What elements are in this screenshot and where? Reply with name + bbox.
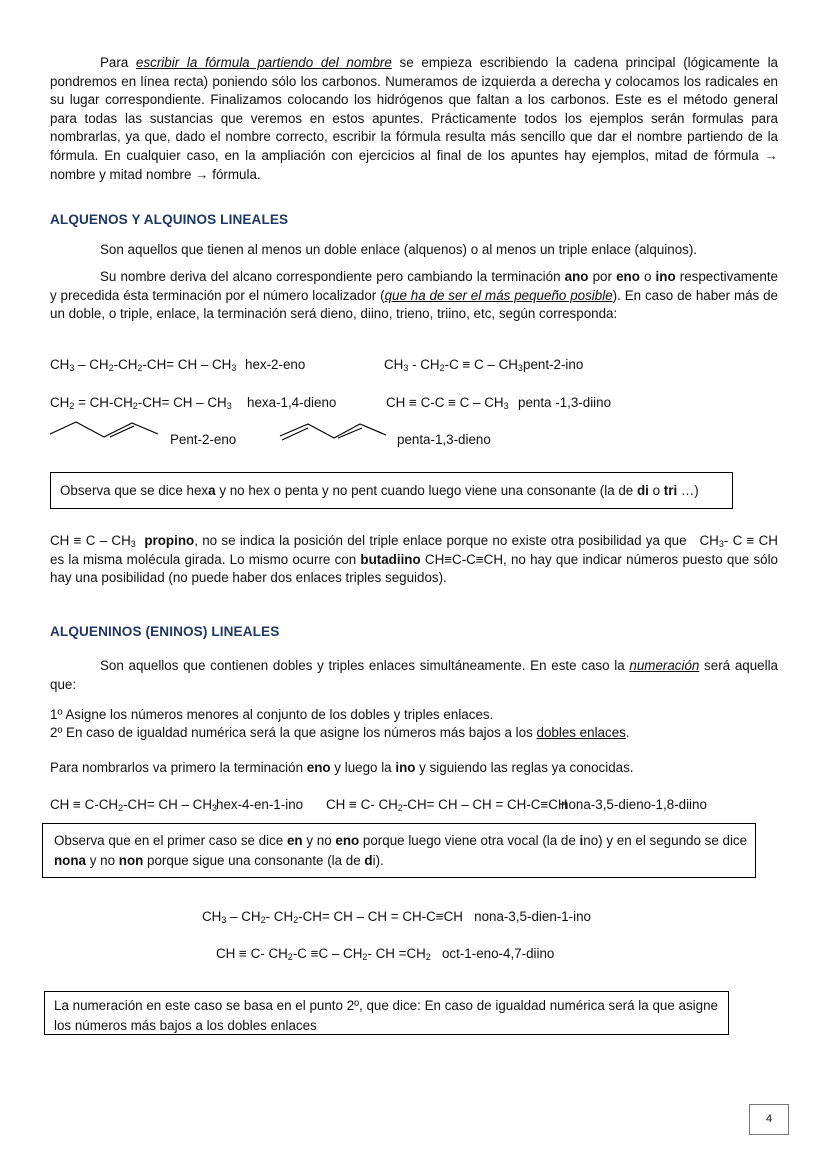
formula-hex-4-en-1-ino: CH ≡ $C-CH_2-CH=$ CH – $CH_3$ (50, 797, 218, 813)
note2-nona: nona (54, 852, 86, 868)
skeletal-pent-2-eno (48, 418, 163, 440)
propino-text-c: es la misma molécula girada. Lo mismo ocurre con (50, 551, 361, 567)
rule-2 (50, 724, 630, 742)
note-numeracion: La numeración en este caso se basa en el punto 2º, que dice: En caso de igualdad numérica será la que asigne los números más bajos a los dobles enlaces (44, 991, 729, 1035)
naming-text-c: o (639, 269, 656, 284)
note-bold-a: a (208, 483, 216, 498)
formula-hex-2-eno: $CH_3 - CH_2-CH_2-CH=$ CH – $CH_3$ (50, 357, 237, 373)
intro-text-a: Para (100, 55, 136, 70)
naming-ino: ino (655, 269, 676, 284)
name-hex-2-eno: hex-2-eno (245, 357, 306, 372)
intro-text-b: se empieza escribiendo la cadena principal (lógicamente la pondremos en línea recta) poniendo sólo los carbonos. Numeramos de izquierda a derecha y colocamos los radicales en su lugar correspondiente. Finalizamos colocando los hidrógenos que faltan a los carbonos. Este es el método general para todas las sustancias que veremos en estos apuntes. Prácticamente todos los ejemplos serán formulas para nombrarlas, ya que, dado el nombre correcto, escribir la fórmula resulta más sencillo que dar el nombre partiendo de la fórmula. En cualquier caso, en la ampliación con ejercicios al final de los apuntes hay ejemplos, mitad de fórmula → nombre y mitad nombre → fórmula. (50, 55, 778, 182)
naming-ano: ano (564, 269, 589, 284)
formula-hexa-1-4-dieno: $CH_2 = CH-CH_2-CH=$ CH – $CH_3$ (50, 395, 232, 411)
note-en-eno (42, 823, 756, 878)
naming-underlined: que ha de ser el más pequeño posible (384, 287, 613, 303)
note-hexa-penta (50, 472, 733, 509)
naming-order-line (50, 759, 634, 777)
note2-text-f: porque sigue una consonante (la de (143, 852, 365, 868)
formula-oct-1-eno-4-7-diino: CH ≡ C- $CH_2-C \equiv C - CH_2-$ CH $=CH_2$ oct-1-eno-4,7-diino (216, 946, 555, 962)
note-text-e: o (648, 483, 664, 498)
name-oct-1-eno-4-7-diino: oct-1-eno-4,7-diino (441, 946, 555, 961)
name-nona-dieno-diino: nona-3,5-dieno-1,8-diino (561, 797, 707, 812)
rule-2-text: 2º En caso de igualdad numérica será la que asigne los números más bajos a los (50, 725, 537, 740)
note-text-c: y no hex o penta y no pent cuando luego viene una consonante (la de (215, 483, 637, 498)
section1-naming-paragraph (50, 268, 778, 324)
rule-2-underlined: dobles enlaces (536, 725, 626, 740)
note2-d: d (364, 852, 373, 868)
name-pent-2-ino: pent-2-ino (523, 357, 584, 372)
propino-text-b: , no se indica la posición del triple enlace porque no existe otra posibilidad ya que (194, 533, 687, 548)
intro-paragraph (50, 54, 778, 184)
name-skeletal-pent-2-eno: Pent-2-eno (170, 432, 237, 447)
section1-definition (50, 241, 778, 260)
formula-penta-1-3-diino: CH ≡ $C-C \equiv C - CH_3$ (386, 395, 509, 411)
rule-1: 1º Asigne los números menores al conjunto de los dobles y triples enlaces. (50, 707, 494, 722)
section2-text-a: Son aquellos que contienen dobles y triples enlaces simultáneamente. En este caso la (100, 658, 630, 673)
note-text-g: …) (677, 483, 699, 498)
note2-text-e: y no (86, 852, 119, 868)
note-text-a: Observa que se dice hex (60, 483, 209, 498)
note2-i: i (579, 833, 584, 848)
note2-text-c: porque luego viene otra vocal (la de (359, 833, 580, 848)
naming-text-a: Su nombre deriva del alcano correspondiente pero cambiando la terminación (100, 269, 565, 284)
name-nona-3-5-dien-1-ino: nona-3,5-dien-1-ino (474, 909, 591, 924)
formula-nona-3-5-dien-1-ino: $CH_3 - CH_2-$ $CH_2-CH=$ CH – CH = CH-C≡CH nona-3,5-dien-1-ino (202, 909, 591, 925)
formula-nona-dieno-diino: CH ≡ C- $CH_2-CH=$ CH – CH = CH-C≡CH (326, 797, 568, 813)
name-skeletal-penta-1-3-dieno: penta-1,3-dieno (397, 432, 491, 447)
note-bold-di: di (636, 483, 649, 498)
note2-text-d: no) y en el segundo se dice (583, 833, 748, 848)
order-ino: ino (395, 760, 416, 775)
section1-definition-text: Son aquellos que tienen al menos un doble enlace (alquenos) o al menos un triple enlace (alquinos). (100, 242, 698, 257)
order-eno: eno (306, 760, 331, 775)
intro-underlined: escribir la fórmula partiendo del nombre (136, 55, 392, 70)
note2-en: en (286, 833, 303, 848)
naming-text-e: ). En caso de haber más de un doble, o triple, enlace, la terminación será dieno, diino, trieno, triino, etc, según corresponda: (50, 287, 779, 322)
note2-text-g: i). (372, 852, 384, 868)
skeletal-penta-1-3-dieno (278, 418, 390, 442)
section2-underlined: numeración (629, 658, 700, 673)
naming-text-b: por (588, 269, 617, 284)
section2-definition (50, 657, 778, 694)
formula-pent-2-ino: $CH_3 - CH_2-C \equiv C - CH_3$ (384, 357, 523, 373)
naming-text-d: respectivamente y precedida ésta terminación por el número localizador ( (50, 269, 778, 303)
order-text-b: y luego la (330, 760, 396, 775)
rule-2-period: . (625, 725, 630, 740)
section2-text-b: será aquella que: (50, 658, 778, 692)
name-hex-4-en-1-ino: hex-4-en-1-ino (216, 797, 304, 812)
name-hexa-1-4-dieno: hexa-1,4-dieno (247, 395, 337, 410)
note-bold-tri: tri (663, 483, 678, 498)
order-text-c: y siguiendo las reglas ya conocidas. (415, 760, 634, 775)
butadiino-bold: butadiino (360, 551, 421, 567)
note2-non: non (118, 852, 144, 868)
propino-bold: propino (144, 533, 195, 548)
naming-eno: eno (616, 269, 640, 284)
propino-paragraph: CH ≡ C – $CH_3$ propino, no se indica la posición del triple enlace porque no existe otra posibilidad ya que $CH_3-$ C ≡ CH es la misma molécula girada. Lo mismo ocurre con butadiino CH≡C-C≡CH, no hay que indicar números puesto que sólo hay una posibilidad (no puede haber dos enlaces triples seguidos). (50, 533, 779, 586)
note2-text-a: Observa que en el primer caso se dice (54, 833, 287, 848)
propino-text-e: CH≡C-C≡CH, no hay que indicar números puesto que sólo hay una posibilidad (no puede haber dos enlaces triples seguidos). (50, 551, 779, 586)
note2-eno: eno (335, 833, 360, 848)
section-heading-alquenos: ALQUENOS Y ALQUINOS LINEALES (50, 212, 289, 227)
section-heading-eninos: ALQUENINOS (ENINOS) LINEALES (50, 624, 280, 639)
note2-text-b: y no (302, 833, 336, 848)
name-penta-1-3-diino: penta -1,3-diino (518, 395, 612, 410)
order-text-a: Para nombrarlos va primero la terminación (50, 760, 307, 775)
page-number: 4 (749, 1104, 789, 1135)
